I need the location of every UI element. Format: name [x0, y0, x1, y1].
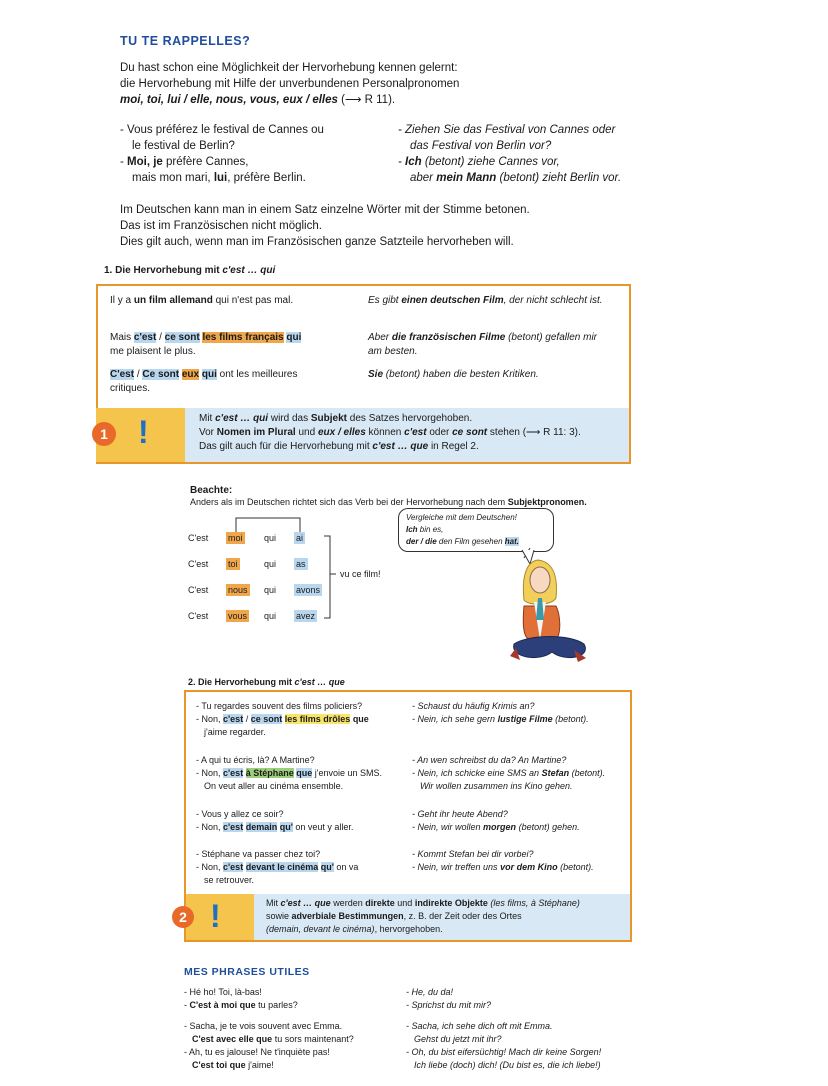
s1-row2-de: Aber die französischen Filme (betont) gefallen mir am besten. [368, 332, 597, 357]
recap-german-dialogue: - Ziehen Sie das Festival von Cannes oder das Festival von Berlin vor? - Ich (betont) ziehe Cannes vor, aber mein Mann (betont) zieht Berlin vor. [398, 122, 658, 186]
recap-intro-3: moi, toi, lui / elle, nous, vous, eux / elles (⟶ R 11). [120, 94, 396, 106]
s2-group3-fr: - Vous y allez ce soir? - Non, c'est demain qu' on veut y aller. [196, 808, 410, 834]
s2-group3-de: - Geht ihr heute Abend? - Nein, wir wollen morgen (betont) gehen. [412, 808, 627, 834]
s1-row1-de: Es gibt einen deutschen Film, der nicht schlecht ist. [368, 295, 603, 306]
rule1-note: Mit c'est … qui wird das Subjekt des Satzes hervorgehoben. Vor Nomen im Plural und eux / elles können c'est oder ce sont stehen (⟶ R 11: 3). Das gilt auch für die Hervorhebung mit c'est … que in Regel 2. [185, 408, 629, 462]
table-row: C'est moi qui ai [188, 533, 304, 543]
s1-row2-fr: Mais c'est / ce sont les films français qui me plaisent le plus. [110, 332, 302, 357]
table-row: C'est vous qui avez [188, 611, 316, 621]
phrases-french: - Hé ho! Toi, là-bas! - C'est à moi que tu parles? - Sacha, je te vois souvent avec Emma. C'est avec elle que tu sors maintenant? - Ah, tu es jalouse! Ne t'inquiète pas! C'est toi que j'aime! [184, 986, 398, 1072]
recap-french-dialogue: - Vous préférez le festival de Cannes ou le festival de Berlin? - Moi, je préfère Cannes, mais mon mari, lui, préfère Berlin. [120, 122, 380, 186]
recap-explanation: Im Deutschen kann man in einem Satz einzelne Wörter mit der Stimme betonen. Das ist im Französischen nicht möglich. Dies gilt auch, wenn man im Französischen ganze Satzteile hervorheben will. [120, 204, 530, 248]
section1-title: 1. Die Hervorhebung mit c'est … qui [104, 265, 276, 276]
warning-icon: ! [138, 414, 149, 450]
s1-row1-fr: Il y a un film allemand qui n'est pas mal. [110, 295, 294, 306]
rule2-number: 2 [172, 906, 194, 928]
table-row: C'est nous qui avons [188, 585, 321, 595]
speech-bubble: Vergleiche mit dem Deutschen! Ich bin es, der / die den Film gesehen hat. [398, 508, 554, 552]
cest-qui-table [188, 532, 338, 636]
recap-intro-2: die Hervorhebung mit Hilfe der unverbundenen Personalpronomen [120, 78, 460, 90]
s2-group1-de: - Schaust du häufig Krimis an? - Nein, ich sehe gern lustige Filme (betont). [412, 700, 627, 726]
vu-ce-film-suffix: vu ce film! [340, 569, 381, 579]
s2-group4-fr: - Stéphane va passer chez toi? - Non, c'est devant le cinéma qu' on va se retrouver. [196, 848, 410, 887]
rule2-note: Mit c'est … que werden direkte und indirekte Objekte (les films, à Stéphane) sowie adverbiale Bestimmungen, z. B. der Zeit oder des Ortes (demain, devant le cinéma), hervorgehoben. [254, 894, 630, 940]
beachte-text: Anders als im Deutschen richtet sich das Verb bei der Hervorhebung nach dem Subjektpronomen. [190, 497, 587, 507]
s2-group2-fr: - A qui tu écris, là? A Martine? - Non, c'est à Stéphane que j'envoie un SMS. On veut aller au cinéma ensemble. [196, 754, 410, 793]
s2-group4-de: - Kommt Stefan bei dir vorbei? - Nein, wir treffen uns vor dem Kino (betont). [412, 848, 627, 874]
s2-group2-de: - An wen schreibst du da? An Martine? - Nein, ich schicke eine SMS an Stefan (betont). Wir wollen zusammen ins Kino gehen. [412, 754, 627, 793]
girl-illustration [500, 548, 600, 670]
rule1-number: 1 [92, 422, 116, 446]
s1-row3-fr: C'est / Ce sont eux qui ont les meilleures critiques. [110, 369, 298, 394]
warning-icon: ! [210, 898, 221, 934]
recap-heading: TU TE RAPPELLES? [120, 34, 251, 48]
recap-intro-1: Du hast schon eine Möglichkeit der Hervorhebung kennen gelernt: [120, 62, 458, 74]
phrases-heading: MES PHRASES UTILES [184, 966, 310, 978]
section2-title: 2. Die Hervorhebung mit c'est … que [188, 677, 345, 687]
phrases-german: - He, du da! - Sprichst du mit mir? - Sacha, ich sehe dich oft mit Emma. Gehst du jetzt mit ihr? - Oh, du bist eifersüchtig! Mach dir keine Sorgen! Ich liebe (doch) dich! (Du bist es, die ich liebe!) [406, 986, 628, 1072]
beachte-title: Beachte: [190, 485, 233, 496]
s1-row3-de: Sie (betont) haben die besten Kritiken. [368, 369, 539, 380]
s2-group1-fr: - Tu regardes souvent des films policiers? - Non, c'est / ce sont les films drôles que j'aime regarder. [196, 700, 410, 739]
table-row: C'est toi qui as [188, 559, 306, 569]
